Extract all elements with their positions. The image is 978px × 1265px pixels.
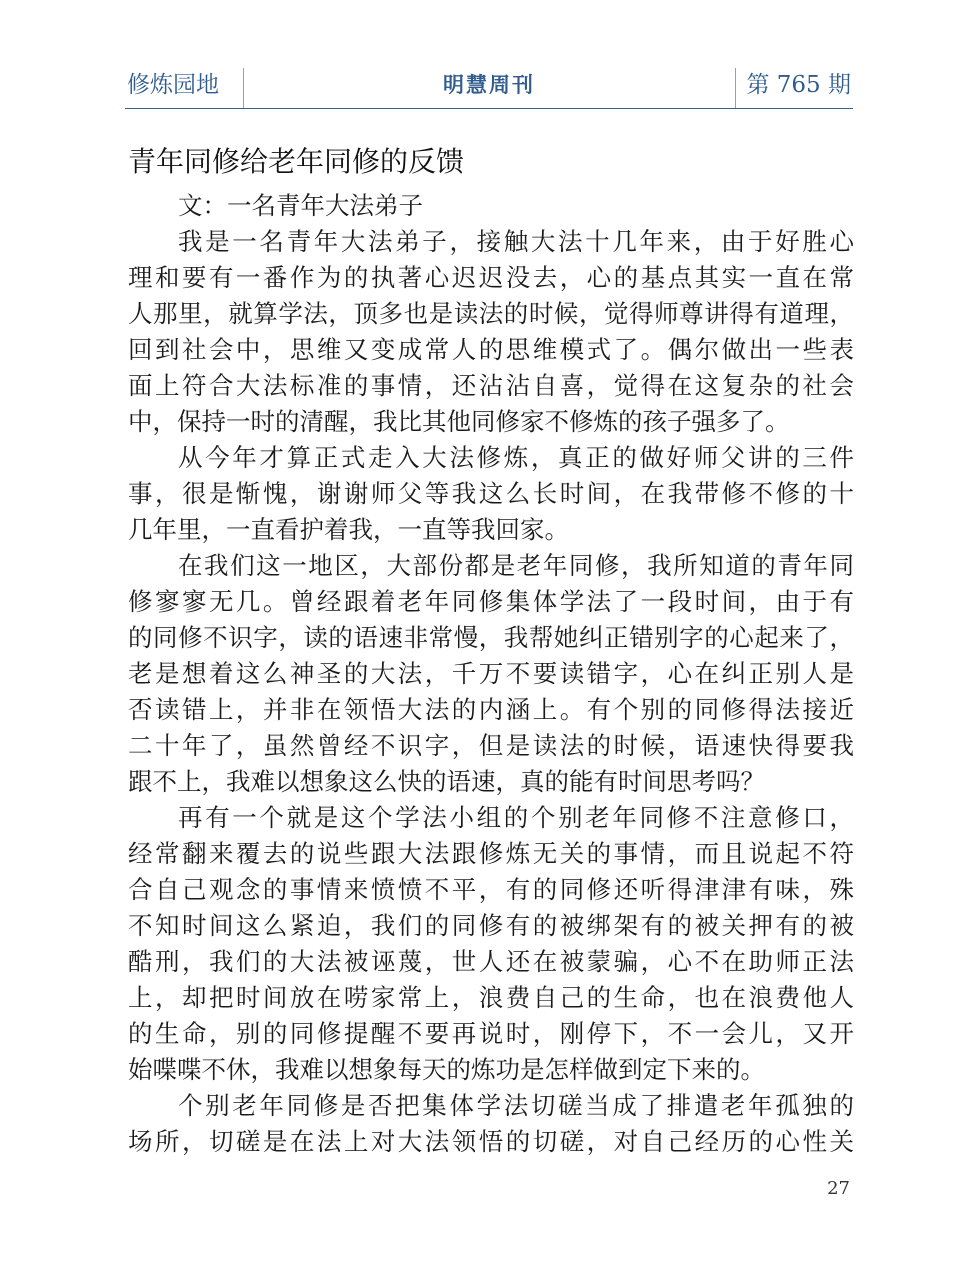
text-line: 我是一名青年大法弟子，接触大法十几年来，由于好胜心 [178,227,854,256]
text-line: 再有一个就是这个学法小组的个别老年同修不注意修口， [178,803,854,832]
page-number: 27 [827,1178,850,1199]
article-body [128,188,854,1160]
text-line: 始喋喋不休，我难以想象每天的炼功是怎样做到定下来的。 [128,1055,765,1084]
text-line: 从今年才算正式走入大法修炼，真正的做好师父讲的三件 [178,443,854,472]
text-line: 的同修不识字，读的语速非常慢，我帮她纠正错别字的心起来了， [128,623,854,652]
text-line: 几年里，一直看护着我，一直等我回家。 [128,515,569,544]
text-line: 二十年了，虽然曾经不识字，但是读法的时候，语速快得要我 [128,731,854,760]
text-line: 场所，切磋是在法上对大法领悟的切磋，对自己经历的心性关 [128,1127,854,1156]
text-line: 人那里，就算学法，顶多也是读法的时候，觉得师尊讲得有道理， [128,299,854,328]
text-line: 不知时间这么紧迫，我们的同修有的被绑架有的被关押有的被 [128,911,854,940]
text-line: 事，很是惭愧，谢谢师父等我这么长时间，在我带修不修的十 [128,479,854,508]
article-title: 青年同修给老年同修的反馈 [128,145,465,178]
page-header [125,62,853,109]
text-line: 跟不上，我难以想象这么快的语速，真的能有时间思考吗？ [128,767,765,796]
text-line: 个别老年同修是否把集体学法切磋当成了排遣老年孤独的 [178,1091,854,1120]
text-line: 合自己观念的事情来愤愤不平，有的同修还听得津津有味，殊 [128,875,854,904]
text-line: 面上符合大法标准的事情，还沾沾自喜，觉得在这复杂的社会 [128,371,854,400]
text-line: 在我们这一地区，大部份都是老年同修，我所知道的青年同 [178,551,854,580]
author-line: 文：一名青年大法弟子 [178,191,423,220]
text-line: 否读错上，并非在领悟大法的内涵上。有个别的同修得法接近 [128,695,854,724]
text-line: 的生命，别的同修提醒不要再说时，刚停下，不一会儿，又开 [128,1019,854,1048]
issue-number: 第 765 期 [746,72,851,98]
text-line: 上，却把时间放在唠家常上，浪费自己的生命，也在浪费他人 [128,983,854,1012]
header-divider [735,68,736,108]
section-label: 修炼园地 [127,72,219,98]
text-line: 理和要有一番作为的执著心迟迟没去，心的基点其实一直在常 [128,263,854,292]
text-line: 酷刑，我们的大法被诬蔑，世人还在被蒙骗，心不在助师正法 [128,947,854,976]
publication-title: 明慧周刊 [443,73,535,97]
text-line: 中，保持一时的清醒，我比其他同修家不修炼的孩子强多了。 [128,407,790,436]
text-line: 经常翻来覆去的说些跟大法跟修炼无关的事情，而且说起不符 [128,839,854,868]
text-line: 老是想着这么神圣的大法，千万不要读错字，心在纠正别人是 [128,659,854,688]
text-line: 修寥寥无几。曾经跟着老年同修集体学法了一段时间，由于有 [128,587,854,616]
text-line: 回到社会中，思维又变成常人的思维模式了。偶尔做出一些表 [128,335,854,364]
